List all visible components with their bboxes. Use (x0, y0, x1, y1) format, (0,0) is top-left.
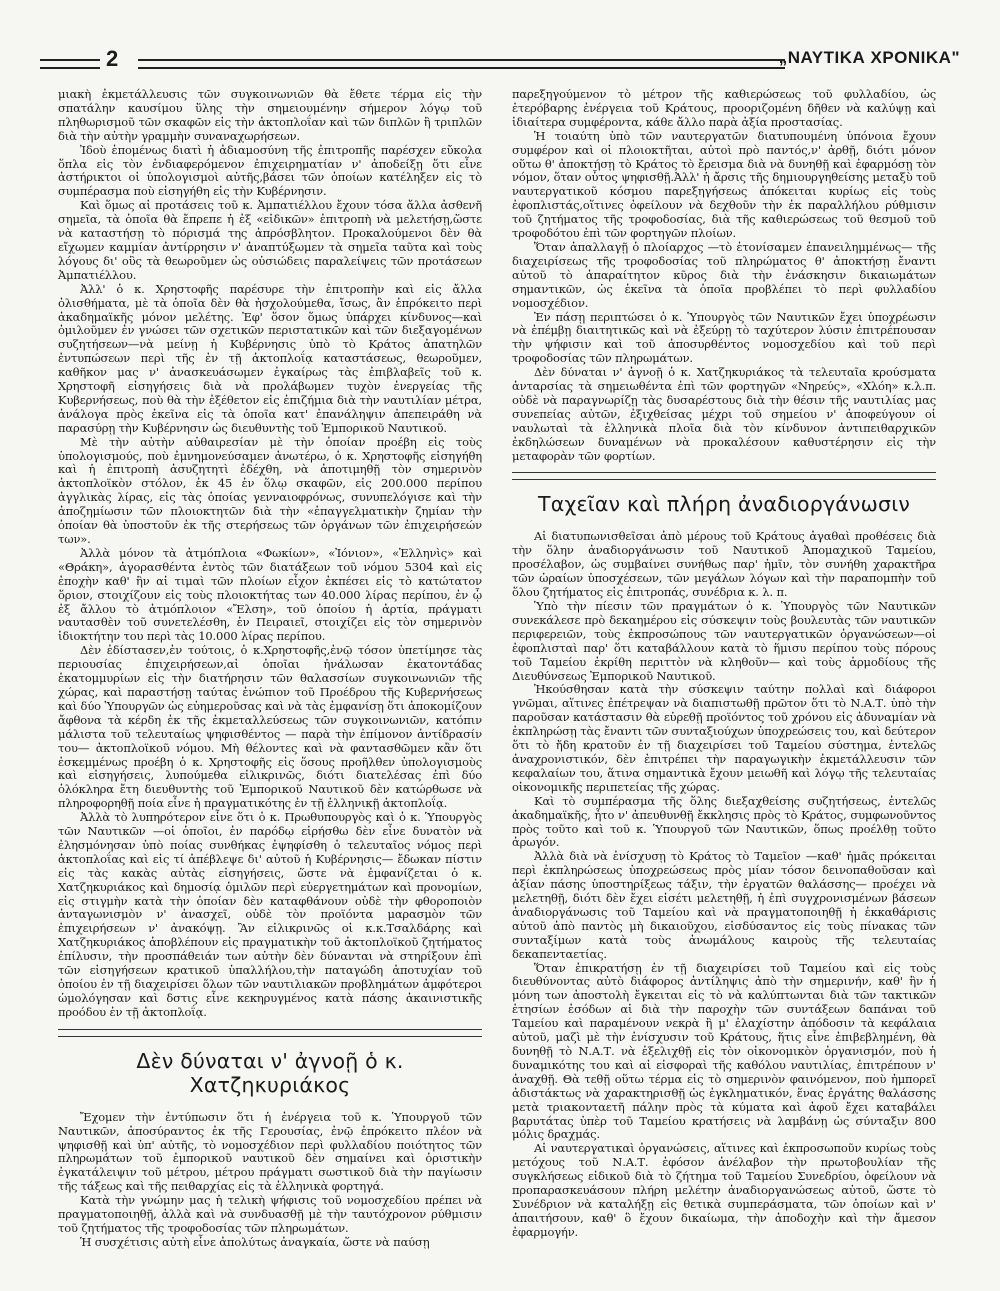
section-divider (512, 472, 936, 473)
headline-xatzikyriakos: Δὲν δύναται ν' ἀγνοῇ ὁ κ. Χατζηκυριάκος (136, 1048, 404, 1097)
section-divider (58, 1029, 482, 1030)
article-paragraph: Ὅταν ἐπικρατήσῃ ἐν τῇ διαχειρίσει τοῦ Ταμείου καὶ εἰς τοὺς διευθύνοντας αὐτὸ διάφορος ἀντίληψις ἀπὸ τὴν σημερινήν, καθ' ἣν ἡ μόνη των ἀποστολὴ ἔγκειται εἰς τὸ νὰ καλύπτωνται διὰ τῶν τακτικῶν ἐτησίων ἐσόδων αἱ διὰ τὴν παροχὴν τῶν συντάξεων δαπάναι τοῦ Ταμείου καὶ παραμένουν νεκρὰ ἢ μ' ἐλαχίστην ἀπόδοσιν τὰ κεφάλαια αὐτοῦ, μαζὶ μὲ τὴν ἐνίσχυσιν τοῦ Κράτους, ἥτις εἶνε ἐπιβεβλημένη, θὰ δυνηθῇ τὸ Ν.Α.Τ. νὰ ἐξελιχθῇ εἰς τὸν οἰκονομικὸν ὀργανισμόν, ποὺ ἡ δυναμικότης του καὶ αἱ εἰσφοραὶ τῆς καθόλου ναυτιλίας, ἐπιτρέπουν ν' ἀναχθῇ. Θὰ τεθῇ οὕτω τέρμα εἰς τὸ σημερινὸν φαινόμενον, ποὺ ἠμπορεῖ ἀδιστάκτως νὰ χαρακτηρισθῇ ὡς ἐγκληματικόν, ἕνας ἐργάτης θαλάσσης μετὰ τριακονταετῆ πάλην πρὸς τὰ κύματα καὶ ἀφοῦ ἔχει καταβάλει βαρυτάτας ὑπὲρ τοῦ Ταμείου κρατήσεις νὰ λαμβάνῃ ὡς σύνταξιν 800 μόλις δραχμάς. (512, 960, 936, 1142)
journal-title: „ΝΑΥΤΙΚΑ ΧΡΟΝΙΚΑ" (778, 48, 960, 67)
header-rule-left (40, 59, 100, 69)
article-paragraph: Αἱ ναυτεργατικαὶ ὀργανώσεις, αἵτινες καὶ ἐκπροσωποῦν κυρίως τοὺς μετόχους τοῦ Ν.Α.Τ. ἐφόσον ἀνέλαβον τὴν πρωτοβουλίαν τῆς συγκλήσεως εἰδικοῦ διὰ τὸ ζήτημα τοῦ Ταμείου Συνεδρίου, ὀφείλουν νὰ προπαρασκευάσουν πλήρη μελέτην ἀναδιοργανώσεως αὐτοῦ, ὥστε τὸ Συνέδριον νὰ καταλήξῃ εἰς θετικὰ συμπεράσματα, τῶν ὁποίων καὶ ν' ἀπαιτήσουν, καθ' ὃ ἔχουν δικαίωμα, τὴν ἀποδοχὴν καὶ τὴν ἄμεσον ἐφαρμογήν. (512, 1141, 936, 1239)
header-rule-center (138, 59, 785, 69)
left-column (58, 88, 482, 1250)
article-paragraph: παρεξηγούμενον τὸ μέτρον τῆς καθιερώσεως τοῦ φυλλαδίου, ὡς ἑτερόβαρης ἐνέργεια τοῦ Κράτους, προοριζομένη δῆθεν νὰ καλύψῃ καὶ ἰδιαίτερα συμφέροντα, κάθε ἄλλο παρὰ ἀξία προστασίας. (512, 87, 936, 129)
article-paragraph: Ὑπὸ τὴν πίεσιν τῶν πραγμάτων ὁ κ. Ὑπουργὸς τῶν Ναυτικῶν συνεκάλεσε πρὸ δεκαημέρου εἰς σύσκεψιν τοὺς βουλευτὰς τῶν ναυτικῶν περιφερειῶν, τοὺς ἐκπροσώπους τῶν ναυτεργατικῶν ὀργανώσεων—οἱ ἐφοπλισταὶ παρ' ὅτι καταβάλλουν κατὰ τὸ ἥμισυ περίπου τοὺς πόρους τοῦ Ταμείου ἐκρίθη περιττὸν νὰ κληθοῦν— καὶ τοὺς ἁρμοδίους τῆς Διευθύνσεως Ἐμπορικοῦ Ναυτικοῦ. (512, 599, 936, 683)
article-paragraph: Ἰδοὺ ἑπομένως διατὶ ἡ ἀδιαμοσύνη τῆς ἐπιτροπῆς παρέσχεν εὔκολα ὅπλα εἰς τὸν ἐνδιαφερόμενον ἐπιχειρηματίαν ν' ἀποδείξῃ ὅτι εἶνε ἀστήρικτοι οἱ ὑπολογισμοὶ αὐτῆς,βάσει τῶν ὁποίων κατέληξεν εἰς τὸ συμπέρασμα ποὺ εἰσηγήθη εἰς τὴν Κυβέρνησιν. (58, 142, 482, 199)
article-paragraph: Καὶ τὸ συμπέρασμα τῆς ὅλης διεξαχθείσης συζητήσεως, ἐντελῶς ἀκαδημαϊκῆς, ἦτο ν' ἀπευθυνθῇ ἔκκλησις πρὸς τὸ Κράτος, συμφωνοῦντος πρὸς τοῦτο καὶ τοῦ κ. Ὑπουργοῦ τῶν Ναυτικῶν, ὅπως προέλθῃ τοῦτο ἀρωγόν. (512, 793, 936, 850)
article-paragraph: Ἐν πάσῃ περιπτώσει ὁ κ. Ὑπουργὸς τῶν Ναυτικῶν ἔχει ὑποχρέωσιν νὰ ἐπέμβῃ διαιτητικῶς καὶ νὰ ἐξεύρῃ τὸ ταχύτερον λύσιν ἐπιτρέπουσαν τὴν ψήφισιν καὶ τοῦ ἀποσυρθέντος νομοσχεδίου καὶ τοῦ περὶ τροφοδοσίας τῶν πληρωμάτων. (512, 309, 936, 366)
article-paragraph: μιακὴ ἐκμετάλλευσις τῶν συγκοινωνιῶν θὰ ἔθετε τέρμα εἰς τὴν σπατάλην καυσίμου ὕλης τὴν σημειουμένην σήμερον λόγῳ τοῦ πληθωρισμοῦ τῶν σκαφῶν εἰς τὴν ἀκτοπλοΐαν καὶ τῶν διπλῶν ἢ τριπλῶν διὰ τὴν αὐτὴν γραμμὴν συναναχωρήσεων. (58, 87, 482, 143)
article-paragraph: Ἀλλὰ διὰ νὰ ἐνίσχυσῃ τὸ Κράτος τὸ Ταμεῖον —καθ' ἡμᾶς πρόκειται περὶ ἐκπληρώσεως ὑποχρεώσεως πρὸς μίαν τόσον δεινοπαθοῦσαν καὶ ἀξίαν πάσης ὑποστηρίξεως τάξιν, τὴν ἐργατῶν θαλάσσης— προέχει νὰ μελετηθῇ, διότι δὲν ἔχει εἰσέτι μελετηθῇ, ἡ ἐπὶ συγχρονισμένων βάσεων ἀναδιοργάνωσις τοῦ Ταμείου καὶ νὰ πραγματοποιηθῇ ἡ ἐκκαθάρισις αὐτοῦ ἀπὸ παντὸς μὴ δικαιοῦχου, εἰσδύσαντος εἰς τοὺς πίνακας τῶν συνταξίμων κατὰ τοὺς ἀνωμάλους καιροὺς τῆς τελευταίας δεκαπενταετίας. (512, 849, 936, 961)
article-paragraph: Ἡ τοιαύτη ὑπὸ τῶν ναυτεργατῶν διατυπουμένη ὑπόνοια ἔχουν συμφέρον καὶ οἱ πλοιοκτῆται, αὐτοὶ πρὸ παντός,ν' ἀρθῇ, διότι μόνον οὕτω θ' ἀποκτήσῃ τὸ Κράτος τὸ ἔρεισμα διὰ νὰ δυνηθῇ καὶ ἐφαρμόσῃ τὸν νόμον, ὅταν οὗτος ψηφισθῇ.Ἀλλ' ἡ ἄρσις τῆς δημιουργηθείσης μεταξὺ τοῦ ναυτεργατικοῦ κόσμου παρεξηγήσεως ἀπόκειται κυρίως εἰς τοὺς ἐφοπλιστάς,οἵτινες ὀφείλουν νὰ δεχθοῦν τὴν ἐκ παραλλήλου ρύθμισιν τοῦ ζητήματος τῆς τροφοδοσίας, διὰ τῆς καθιερώσεως τοῦ θεσμοῦ τοῦ τροφοδότου ἐπὶ τῶν φορτηγῶν πλοίων. (512, 128, 936, 241)
article-paragraph: Κατὰ τὴν γνώμην μας ἡ τελικὴ ψήφισις τοῦ νομοσχεδίου πρέπει νὰ πραγματοποιηθῇ, ἀλλὰ καὶ νὰ συνδυασθῇ μὲ τὴν ταυτόχρονον ρύθμισιν τοῦ ζητήματος τῆς τροφοδοσίας τῶν πληρωμάτων. (58, 1193, 482, 1235)
article-paragraph: Καὶ ὅμως αἱ προτάσεις τοῦ κ. Ἀμπατιέλλου ἔχουν τόσα ἄλλα ἀσθενῆ σημεῖα, τὰ ὁποῖα θὰ ἔπρεπε ἡ ἐξ «εἰδικῶν» ἐπιτροπὴ νὰ μελετήσῃ,ὥστε νὰ καταστήσῃ τὸ πόρισμά της ἀπρόσβλητον. Προκαλούμενοι δὲν θὰ εἴχωμεν καμμίαν ἀντίρρησιν ν' ἀναπτύξωμεν τὰ σημεῖα ταῦτα καὶ τοὺς λόγους δι' οὓς τὰ θεωροῦμεν ὡς οὐσιώδεις παραλείψεις τῶν προτάσεων Ἀμπατιέλλου. (58, 198, 482, 282)
article-paragraph: Ἀλλὰ μόνον τὰ ἀτμόπλοια «Φωκίων», «Ἰόνιον», «Ἑλληνὶς» καὶ «Θράκη», ἀγορασθέντα ἐντὸς τῶν διατάξεων τοῦ νόμου 5304 καὶ εἰς ἐποχὴν καθ' ἣν αἱ τιμαὶ τῶν πλοίων εἶχον ἐκπέσει εἰς τὸ κατώτατον ὅριον, στοιχίζουν εἰς τοὺς πλοιοκτήτας των 40.000 λίρας περίπου, ἐν ᾧ ἐξ ἄλλου τὸ ἀτμόπλοιον «Ἔλση», τοῦ ὁποίου ἡ ἀρτία, πράγματι ναυτασθὲν τοῦ συνετελέσθη, ἐν Πειραιεῖ, στοιχίζει εἰς τὸν σημερινὸν ἰδιοκτήτην του περὶ τὰς 10.000 λίρας περίπου. (58, 545, 482, 644)
page-number: 2 (106, 46, 119, 71)
section-divider (512, 479, 936, 480)
article-paragraph: Αἱ διατυπωνισθεῖσαι ἀπὸ μέρους τοῦ Κράτους ἀγαθαὶ προθέσεις διὰ τὴν ὅλην ἀναδιοργάνωσιν τοῦ Ναυτικοῦ Ἀπομαχικοῦ Ταμείου, προσέλαβον, ὡς συμβαίνει συνήθως παρ' ἡμῖν, τὸν συνήθη χαρακτῆρα τῶν ὡραίων ὑποσχέσεων, τῶν μεγάλων λόγων καὶ τὴν παραπομπὴν τοῦ ὅλου ζητήματος εἰς ἐπιτροπάς, συνέδρια κ. λ. π. (512, 529, 936, 600)
article-paragraph: Μὲ τὴν αὐτὴν αὐθαιρεσίαν μὲ τὴν ὁποίαν προέβη εἰς τοὺς ὑπολογισμούς, ποὺ ἐμνημονεύσαμεν ἀνωτέρω, ὁ κ. Χρηστοφῆς εἰσηγήθη καὶ ἡ ἐπιτροπὴ ἀσυζητητὶ ἐδέχθη, νὰ ἀποτιμηθῇ τὸν σημερινὸν ἀκτοπλοϊκὸν στόλον, ἐκ 45 ἐν ὅλῳ σκαφῶν, εἰς 200.000 περίπου ἀγγλικὰς λίρας, εἰς τὰς ὁποίας γενναιοφρόνως, συνυπελόγισε καὶ τὴν ἀποζημίωσιν τῶν πλοιοκτητῶν διὰ τὴν «ἐπαγγελματικὴν ζημίαν τὴν ὁποίαν θὰ ὑποστοῦν ἐκ τῆς στερήσεως τῶν ὀργάνων τῶν ἐπιχειρήσεών των». (58, 434, 482, 546)
article-paragraph: Ἔχομεν τὴν ἐντύπωσιν ὅτι ἡ ἐνέργεια τοῦ κ. Ὑπουργοῦ τῶν Ναυτικῶν, ἀποσύραντος ἐκ τῆς Γερουσίας, ἐνῷ ἐπρόκειτο πλέον νὰ ψηφισθῇ καὶ ὑπ' αὐτῆς, τὸ νομοσχέδιον περὶ φυλλαδίου ποιότητος τῶν πληρωμάτων τοῦ ἐμπορικοῦ ναυτικοῦ δὲν σημαίνει καὶ ὁριστικὴν ἐγκατάλειψιν τοῦ μέτρου, μέτρου πράγματι σωστικοῦ διὰ τὴν παγίωσιν τῆς τάξεως καὶ τῆς πειθαρχίας εἰς τὰ ἑλληνικὰ φορτηγά. (58, 1109, 482, 1194)
article-paragraph: Ἡ συσχέτισις αὐτὴ εἶνε ἀπολύτως ἀναγκαία, ὥστε νὰ παύσῃ (80, 1234, 430, 1249)
section-divider (58, 1036, 482, 1037)
article-paragraph: Ἠκούσθησαν κατὰ τὴν σύσκεψιν ταύτην πολλαὶ καὶ διάφοροι γνῶμαι, αἵτινες ἐπέτρεψαν νὰ διαπιστωθῇ πρῶτον ὅτι τὸ Ν.Α.Τ. ὑπὸ τὴν παροῦσαν κατάστασιν θὰ εὑρεθῇ προϊόντος τοῦ χρόνου εἰς ἀδυναμίαν νὰ ἐκπληρώσῃ τὰς ἔναντι τῶν συνταξιούχων ὑποχρεώσεις του, καὶ δεύτερον ὅτι τὸ ἤδη κρατοῦν ἐν τῇ διαχειρίσει τοῦ Ταμείου σύστημα, ἐντελῶς ἀναχρονιστικόν, δὲν ἐπιτρέπει τὴν παραγωγικὴν ἐκμετάλλευσιν τῶν κεφαλαίων του, ἅτινα σημαντικὰ ἔχουν μειωθῆ καὶ λόγῳ τῆς τελευταίας οἰκονομικῆς περιπετείας τῆς χώρας. (512, 682, 936, 794)
page-header (40, 46, 960, 76)
article-paragraph: Ὅταν ἀπαλλαγῇ ὁ πλοίαρχος —τὸ ἐτονίσαμεν ἐπανειλημμένως— τῆς διαχειρίσεως τῆς τροφοδοσίας τοῦ πληρώματος θ' ἀποκτήσῃ ἔναντι αὐτοῦ τὸ ἀπαραίτητον κῦρος διὰ τὴν ἐνάσκησιν δικαιωμάτων σημαντικῶν, ὡς ἐκεῖνα τὰ ὁποῖα προβλέπει τὸ περὶ φυλλαδίου νομοσχέδιον. (512, 239, 936, 310)
right-column (512, 88, 936, 1240)
headline-anadiorganosis: Ταχεῖαν καὶ πλήρη ἀναδιοργάνωσιν (538, 492, 910, 517)
article-paragraph: Δὲν ἐδίστασεν,ἐν τούτοις, ὁ κ.Χρηστοφῆς,ἐνῷ τόσον ὑπετίμησε τὰς περιουσίας ἐπιχειρήσεων,αἱ ὁποῖαι ἠνάλωσαν ἑκατοντάδας ἑκατομμυρίων εἰς τὴν διατήρησιν τῶν θαλασσίων συγκοινωνιῶν τῆς χώρας, καὶ παραστήσῃ ταύτας ἐνώπιον τοῦ Προέδρου τῆς Κυβερνήσεως καὶ δύο Ὑπουργῶν ὡς εὐημεροῦσας καὶ νὰ τὰς ἐμφανίσῃ ὅτι ἀποκομίζουν ἄφθονα τὰ κέρδη ἐκ τῆς ἐκμεταλλεύσεως τῶν συγκοινωνιῶν, κατόπιν μάλιστα τοῦ τελευταίως ψηφισθέντος — παρὰ τὴν ἐπίμονον ἀντίδρασίν του— ἀκτοπλοϊκοῦ νόμου. Μὴ θέλοντες καὶ νὰ φαντασθῶμεν κἂν ὅτι ἐσκεμμένως προέβη ὁ κ. Χρηστοφῆς εἰς ὅσους προῆλθεν ὑπολογισμοὺς καὶ εἰσηγήσεις, λυπούμεθα εἰλικρινῶς, διότι διατελέσας ἐπὶ δύο ὁλόκληρα ἔτη διευθυντὴς τοῦ Ἐμπορικοῦ Ναυτικοῦ δὲν κατώρθωσε νὰ πληροφορηθῇ ποία εἶνε ἡ πραγματικότης ἐν τῇ ἑλληνικῇ ἀκτοπλοΐᾳ. (58, 643, 482, 811)
article-paragraph: Δὲν δύναται ν' ἀγνοῇ ὁ κ. Χατζηκυριάκος τὰ τελευταῖα κρούσματα ἀνταρσίας τὰ σημειωθέντα ἐπὶ τῶν φορτηγῶν «Νηρεύς», «Χλόη» κ.λ.π. οὐδὲ νὰ παραγνωρίζῃ τὰς δυσαρέστους διὰ τὴν θέσιν τῆς ναυτιλίας μας συνεπείας αὐτῶν, ἐξιχθείσας μέχρι τοῦ σημείου ν' ἀποφεύγουν οἱ ναυλωταὶ τὰ ἑλληνικὰ πλοῖα διὰ τὸν κίνδυνον ἀντιπειθαρχικῶν ἐκδηλώσεων δυναμένων νὰ προκαλέσουν καθυστέρησιν εἰς τὴν μεταφορὰν τῶν φορτίων. (512, 365, 936, 463)
article-paragraph: Ἀλλ' ὁ κ. Χρηστοφῆς παρέσυρε τὴν ἐπιτροπὴν καὶ εἰς ἄλλα ὀλισθήματα, μὲ τὰ ὁποῖα δὲν θὰ ἠσχολούμεθα, ἴσως, ἂν ἐπρόκειτο περὶ ἀκαδημαϊκῆς μόνον μελέτης. Ἐφ' ὅσον ὅμως ὑπάρχει κίνδυνος—καὶ ὁμιλοῦμεν ἐν γνώσει τῶν σχετικῶν περιστατικῶν καὶ τῶν διεξαγομένων συζητήσεων—νὰ μείνῃ ἡ Κυβέρνησις ὑπὸ τὸ Κράτος ἀπατηλῶν ἐντυπώσεων περὶ τῆς ἐν τῇ ἀκτοπλοΐᾳ καταστάσεως, θεωροῦμεν, καθῆκον μας ν' ἀνασκευάσωμεν ἐγκαίρως τὰς ἐπιβλαβεῖς τοῦ κ. Χρηστοφῆ εἰσηγήσεις διὰ νὰ προλάβωμεν τυχὸν ἐνεργείας τῆς Κυβερνήσεως, ποὺ θὰ τὴν ἐξέθετον εἰς ἐπιζήμια διὰ τὴν ναυτιλίαν μέτρα, ἀνάλογα πρὸς ἐκεῖνα εἰς τὰ ὁποῖα κατ' ἐπανάληψιν ἀπεπειράθη νὰ παρασύρῃ τὴν Κυβέρνησιν ὡς διευθυντὴς τοῦ Ἐμπορικοῦ Ναυτικοῦ. (58, 281, 482, 435)
article-paragraph: Ἀλλὰ τὸ λυπηρότερον εἶνε ὅτι ὁ κ. Πρωθυπουργὸς καὶ ὁ κ. Ὑπουργὸς τῶν Ναυτικῶν —οἱ ὁποῖοι, ἐν παρόδῳ εἰρήσθω δὲν εἶνε δυνατὸν νὰ ἐλησμόνησαν ὑπὸ ποίας συνθήκας ἐψηφίσθη ὁ τελευταῖος νόμος περὶ ἀκτοπλοΐας καὶ εἰς τί ἀπέβλεψε δι' αὐτοῦ ἡ Κυβέρνησις— ἔδωκαν πίστιν εἰς τὰς κακὰς αὐτὰς εἰσηγήσεις, ὥστε νὰ ἐμφανίζεται ὁ κ. Χατζηκυριάκος καὶ δημοσίᾳ ὁμιλῶν περὶ εὐεργετημάτων καὶ προνομίων, εἰς στιγμὴν κατὰ τὴν ὁποίαν δὲν καταφθάνουν οὐδὲ τὴν φθοροποιὸν ἀνταγωνισμὸν ν' ἀνασχεῖ, οὐδὲ τὸν προϊόντα μαρασμὸν τῶν ἐπιχειρήσεων ν' ἀνακόψῃ. Ἂν εἰλικρινῶς οἱ κ.κ.Τσαλδάρης καὶ Χατζηκυριάκος ἀποβλέπουν εἰς πραγματικὴν τοῦ ἀκτοπλοϊκοῦ ζητήματος ἐπίλυσιν, τὴν προσπάθειάν των αὐτὴν δὲν δύνανται νὰ στηρίξουν ἐπὶ τῶν εἰσηγήσεων κρατικοῦ ὑπαλλήλου,τὴν παταγώδη ἀποτυχίαν τοῦ ὁποίου ἐν τῇ διαχειρίσει ὅλων τῶν ναυτιλιακῶν προβλημάτων ἀμφότεροι ὡμολόγησαν καὶ δστις εἶνε κεκηρυγμένος κατὰ πάσης ἀκαινιστικῆς προόδου ἐν τῇ ἀκτοπλοΐᾳ. (58, 810, 482, 1019)
